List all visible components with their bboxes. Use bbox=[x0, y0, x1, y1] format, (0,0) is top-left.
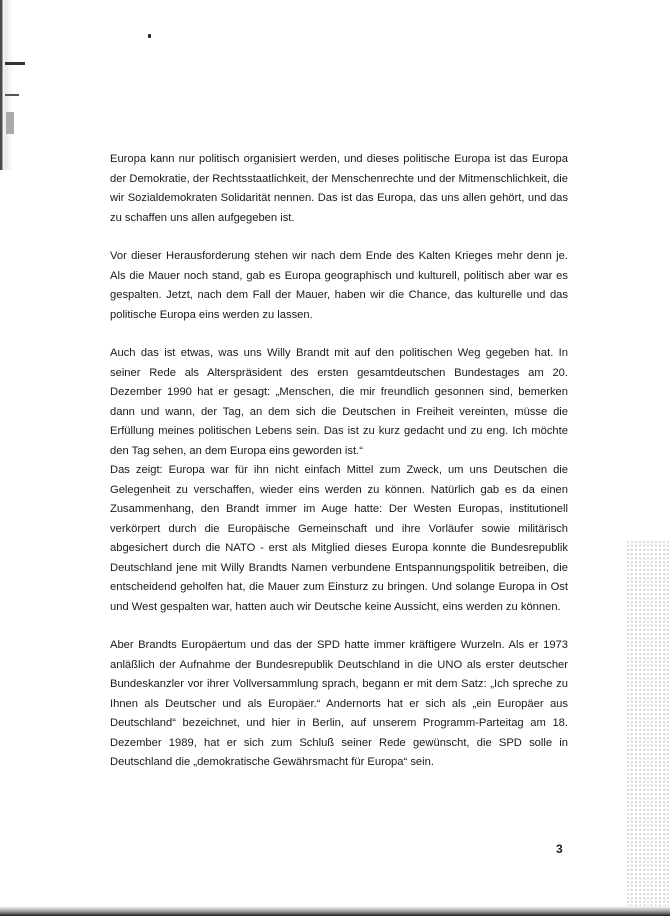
page-number: 3 bbox=[556, 842, 563, 856]
scan-edge-bottom bbox=[0, 906, 670, 916]
scan-artifact bbox=[6, 112, 14, 134]
scan-edge-left bbox=[0, 0, 26, 170]
scan-speck bbox=[148, 34, 151, 38]
scan-artifact bbox=[5, 62, 25, 65]
paragraph: Das zeigt: Europa war für ihn nicht einfach Mittel zum Zweck, um uns Deutschen die Gelegenheit zu verschaffen, wieder eins werden zu können. Natürlich gab es da einen Zusammenhang, den Brandt immer im Auge hatte: Der Westen Europas, institutionell verkörpert durch die Europäische Gemeinschaft und ihre Vorläufer sowie militärisch abgesichert durch die NATO - erst als Mitglied dieses Europa konnte die Bundesrepublik Deutschland jene mit Willy Brandts Namen verbundene Entspannungspolitik betreiben, die entscheidend geholfen hat, die Mauer zum Einsturz zu bringen. Und solange Europa in Ost und West gespalten war, hatten auch wir Deutsche keine Aussicht, eins werden zu können. bbox=[110, 464, 568, 613]
body-text bbox=[110, 150, 568, 792]
scan-artifact bbox=[5, 94, 19, 96]
paragraph: Auch das ist etwas, was uns Willy Brandt mit auf den politischen Weg gegeben hat. In seiner Rede als Alterspräsident des ersten gesamtdeutschen Bundestages am 20. Dezember 1990 hat er gesagt: „Menschen, die mir freundlich gesonnen sind, bemerken dann und wann, der Tag, an dem sich die Deutschen in Freiheit vereinten, müsse die Erfüllung meines politischen Lebens sein. Das ist zu kurz gedacht und zu eng. Ich möchte den Tag sehen, an dem Europa eins geworden ist.“ bbox=[110, 347, 568, 457]
paragraph: Aber Brandts Europäertum und das der SPD hatte immer kräftigere Wurzeln. Als er 1973 anläßlich der Aufnahme der Bundesrepublik Deutschland in die UNO als erster deutscher Bundeskanzler vor ihrer Vollversammlung sprach, begann er mit dem Satz: „Ich spreche zu Ihnen als Deutscher und als Europäer.“ Andernorts hat er sich als „ein Europäer aus Deutschland“ bezeichnet, und hier in Berlin, auf unserem Programm-Parteitag am 18. Dezember 1989, hat er sich zum Schluß seiner Rede gewünscht, die SPD solle in Deutschland die „demokratische Gewährsmacht für Europa“ sein. bbox=[110, 639, 568, 768]
paragraph: Vor dieser Herausforderung stehen wir nach dem Ende des Kalten Krieges mehr denn je. Als die Mauer noch stand, gab es Europa geographisch und kulturell, politisch aber war es gespalten. Jetzt, nach dem Fall der Mauer, haben wir die Chance, das kulturelle und das politische Europa eins werden zu lassen. bbox=[110, 250, 568, 321]
paragraph: Europa kann nur politisch organisiert werden, und dieses politische Europa ist das Europa der Demokratie, der Rechtsstaatlichkeit, der Menschenrechte und der Mitmenschlichkeit, die wir Sozialdemokraten Solidarität nennen. Das ist das Europa, das uns allen gehört, und das zu schaffen uns allen aufgegeben ist. bbox=[110, 153, 568, 224]
scan-noise-right bbox=[626, 540, 670, 916]
